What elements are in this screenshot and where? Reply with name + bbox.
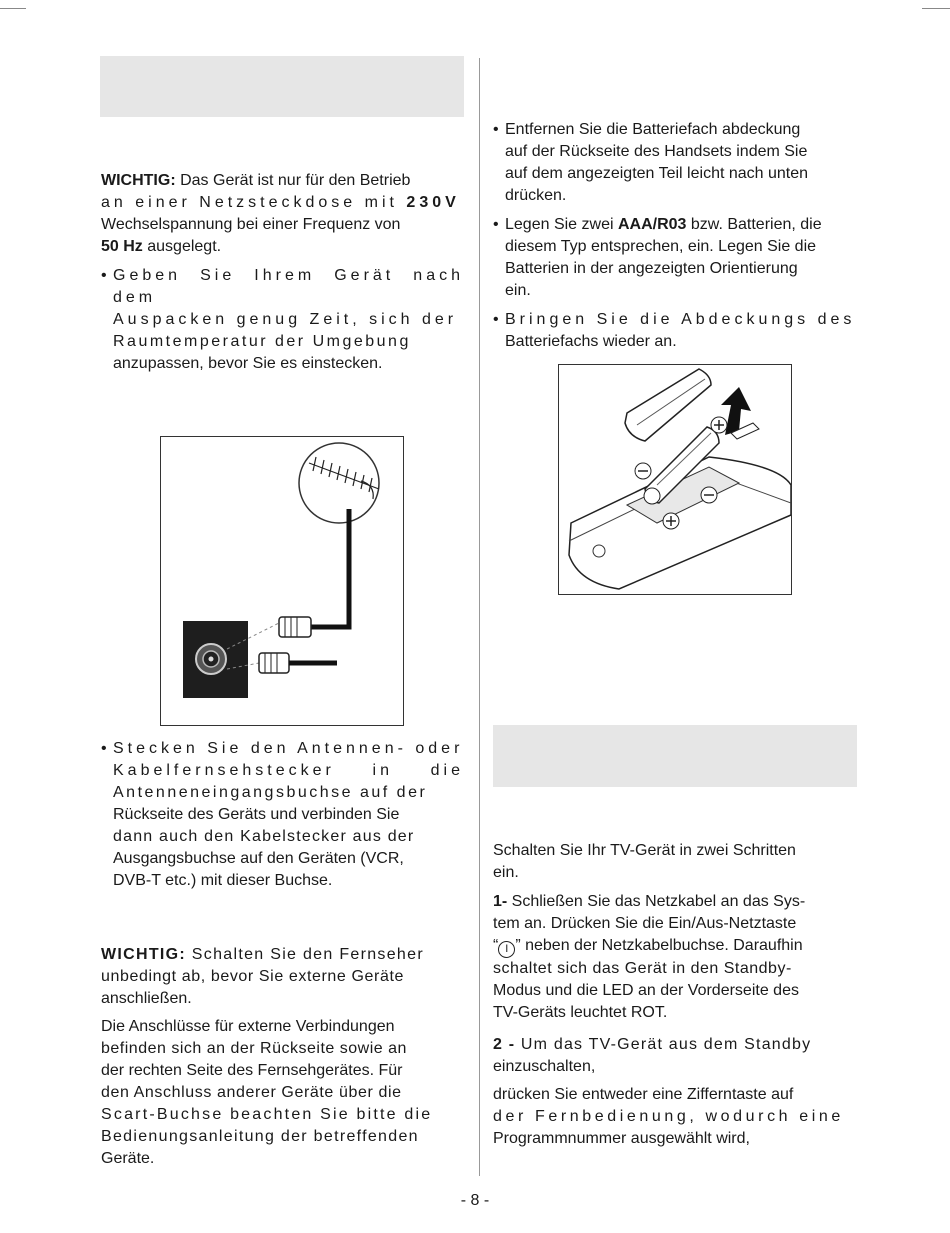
important-note-power [101,170,464,258]
bullet-replace-cover: • Bringen Sie die Abdeckungs des Batteriefachs wieder an. [493,309,857,353]
arrow-up-icon [721,387,759,439]
bullet-remove-cover: • Entfernen Sie die Batteriefach abdeckung auf der Rückseite des Handsets indem Sie auf dem angezeigten Teil leicht nach unten drücken. [493,119,857,207]
crop-mark-left [0,8,26,9]
voltage-value: 230V [406,194,460,211]
battery-type: AAA/R03 [617,216,687,233]
section-header-bar-right [493,725,857,787]
step-number: 1- [493,893,508,910]
minus-icon [635,463,651,479]
antenna-socket [196,644,226,674]
step-number: 2 - [493,1036,516,1053]
important-line-2: an einer Netzsteckdose mit 230V [101,194,460,211]
bullet-dot: • [493,216,499,233]
cable-plug [259,653,289,673]
bullet-dot: • [493,121,499,138]
page-number: - 8 - [460,1192,490,1209]
plus-icon [663,513,679,529]
column-divider [479,58,480,1176]
remote-diagram-graphic [559,365,791,594]
important-line-1: WICHTIG: Das Gerät ist nur für den Betrieb [101,172,411,189]
step-2: 2 - Um das TV-Gerät aus dem Standby einzuschalten, [493,1036,812,1075]
bullet-dot: • [101,740,107,757]
bullet-insert-batteries: • Legen Sie zwei AAA/R03 bzw. Batterien, die diesem Typ entsprechen, ein. Legen Sie die Batterien in der angezeigten Orientierung ein. [493,214,857,302]
bullet-room-temperature: • Geben Sie Ihrem Gerät nach dem Auspacken genug Zeit, sich der Raumtemperatur der Umgebung anzupassen, bevor Sie es einstecken. [101,265,464,375]
battery-cover-icon [625,369,711,441]
important-line-4: 50 Hz ausgelegt. [101,238,222,255]
important-label: WICHTIG: [101,172,176,189]
antenna-plug [279,617,311,637]
frequency-value: 50 Hz [101,238,143,255]
important-note-external: WICHTIG: Schalten Sie den Fernseher unbedingt ab, bevor Sie externe Geräte anschließen. [101,946,424,1007]
power-icon: I [498,941,515,958]
switch-on-intro: Schalten Sie Ihr TV-Gerät in zwei Schritten ein. [493,842,796,881]
important-label: WICHTIG: [101,946,187,963]
antenna-diagram-graphic [161,437,403,725]
bullet-antenna-connection: • Stecken Sie den Antennen- oder Kabelfernsehstecker in die Antenneneingangsbuchse auf der Rückseite des Geräts und verbinden Sie dann auch den Kabelstecker aus der Ausgangsbuchse auf den Geräten (VCR, DVB-T etc.) mit dieser Buchse. [101,738,464,892]
crop-mark-right [922,8,950,9]
bullet-dot: • [493,311,499,328]
paragraph-external-connections: Die Anschlüsse für externe Verbindungen befinden sich an der Rückseite sowie an der rechten Seite des Fernsehgerätes. Für den Anschluss anderer Geräte über die Scart-Buchse beachten Sie bitte die Bedienungsanleitung der betreffenden Geräte. [101,1018,433,1167]
antenna-cable [311,509,349,627]
plus-icon [711,417,727,433]
remote-battery-diagram [558,364,792,595]
antenna-connection-diagram [160,436,404,726]
section-header-bar-left [100,56,464,117]
bullet-dot: • [101,267,107,284]
digit-key-paragraph: drücken Sie entweder eine Zifferntaste auf der Fernbedienung, wodurch eine Programmnummer ausgewählt wird, [493,1086,844,1147]
step-1: 1- Schließen Sie das Netzkabel an das Sys- tem an. Drücken Sie die Ein/Aus-Netztaste “ I ” neben der Netzkabelbuchse. Daraufhin schaltet sich das Gerät in den Standby- Modus und die LED an der Vorderseite des TV-Geräts leuchtet ROT. [493,893,806,1021]
important-line-3: Wechselspannung bei einer Frequenz von [101,216,401,233]
minus-icon [701,487,717,503]
